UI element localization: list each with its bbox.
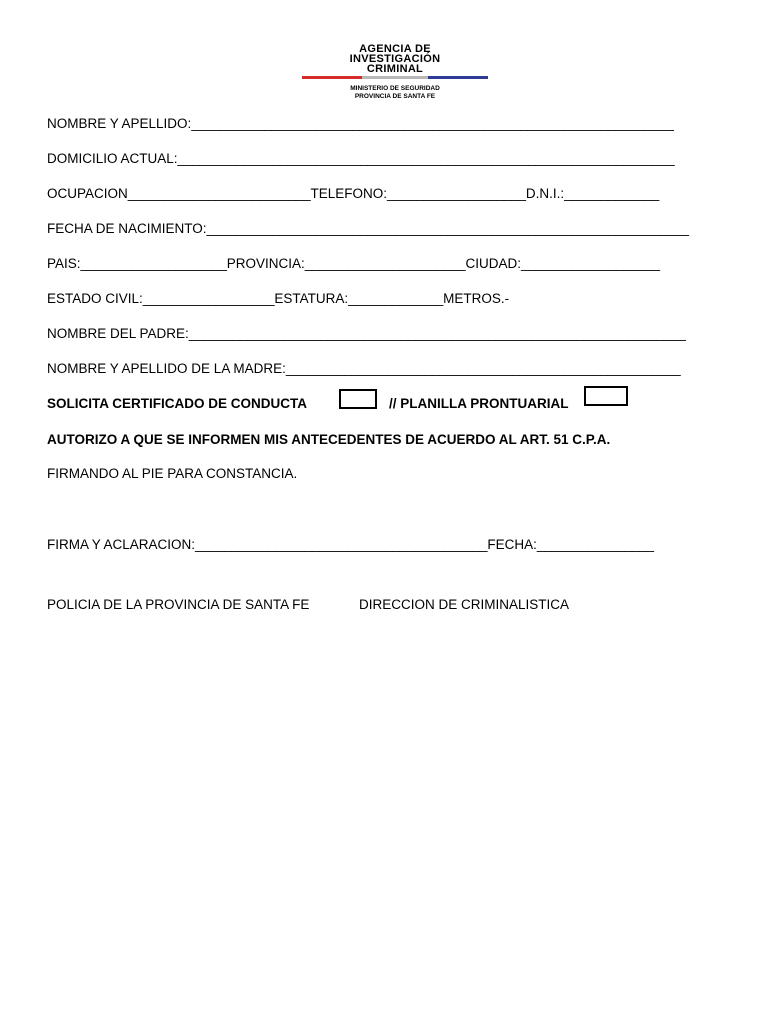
agency-line-1: AGENCIA DE (359, 43, 431, 55)
padre-row (47, 326, 686, 342)
planilla-label: // PLANILLA PRONTUARIAL (389, 396, 569, 411)
flag-stripes (302, 76, 488, 79)
nombre-label: NOMBRE Y APELLIDO: (47, 116, 192, 131)
estado-civil-label: ESTADO CIVIL: (47, 291, 143, 306)
ocupacion-label: OCUPACION (47, 186, 128, 201)
fecha-nac-field[interactable]: __________________________________________________________________ (206, 221, 689, 236)
pais-label: PAIS: (47, 256, 81, 271)
dni-field[interactable]: _____________ (564, 186, 660, 201)
provincia-label: PROVINCIA: (226, 256, 305, 271)
telefono-label: TELEFONO: (310, 186, 387, 201)
firma-row (47, 537, 654, 553)
firma-label: FIRMA Y ACLARACION: (47, 537, 196, 552)
ocupacion-field[interactable]: _________________________ (127, 186, 311, 201)
gray-stripe (362, 76, 428, 79)
pais-field[interactable]: ____________________ (80, 256, 227, 271)
metros-label: METROS.- (443, 291, 510, 306)
telefono-field[interactable]: ___________________ (386, 186, 526, 201)
nombre-field[interactable]: __________________________________________________________________ (191, 116, 674, 131)
agency-line-2: INVESTIGACIÓN (349, 53, 441, 65)
pais-row (47, 256, 660, 272)
firmando-text: FIRMANDO AL PIE PARA CONSTANCIA. (47, 466, 298, 481)
ocupacion-row (47, 186, 659, 202)
estado-civil-row (47, 291, 509, 307)
madre-field[interactable]: ______________________________________________________ (285, 361, 681, 376)
ministry-line-1: MINISTERIO DE SEGURIDAD (350, 85, 440, 92)
fecha-label: FECHA: (487, 537, 537, 552)
ministry-line-2: PROVINCIA DE SANTA FE (354, 93, 436, 100)
policia-text: POLICIA DE LA PROVINCIA DE SANTA FE (47, 597, 310, 612)
certificado-checkbox[interactable] (339, 389, 377, 409)
madre-label: NOMBRE Y APELLIDO DE LA MADRE: (47, 361, 286, 376)
fecha-field[interactable]: ________________ (536, 537, 654, 552)
nombre-row (47, 116, 674, 132)
padre-label: NOMBRE DEL PADRE: (47, 326, 189, 341)
provincia-field[interactable]: ______________________ (304, 256, 466, 271)
red-stripe (302, 76, 362, 79)
certificado-label: SOLICITA CERTIFICADO DE CONDUCTA (47, 396, 307, 411)
dni-label: D.N.I.: (525, 186, 565, 201)
ministry-name (300, 85, 490, 101)
firma-field[interactable]: ________________________________________ (195, 537, 488, 552)
estatura-label: ESTATURA: (274, 291, 349, 306)
ciudad-field[interactable]: ___________________ (521, 256, 660, 271)
autorizo-text: AUTORIZO A QUE SE INFORMEN MIS ANTECEDENTES DE ACUERDO AL ART. 51 C.P.A. (47, 432, 611, 447)
madre-row (47, 361, 680, 377)
agency-logo (300, 44, 490, 104)
direccion-text: DIRECCION DE CRIMINALISTICA (359, 597, 570, 612)
fecha-nac-label: FECHA DE NACIMIENTO: (47, 221, 207, 236)
estatura-field[interactable]: _____________ (348, 291, 444, 306)
agency-line-3: CRIMINAL (366, 63, 424, 75)
agency-name (300, 44, 490, 74)
estado-civil-field[interactable]: __________________ (142, 291, 275, 306)
blue-stripe (428, 76, 488, 79)
domicilio-field[interactable]: ____________________________________________________________________ (177, 151, 675, 166)
padre-field[interactable]: ____________________________________________________________________ (188, 326, 686, 341)
domicilio-label: DOMICILIO ACTUAL: (47, 151, 178, 166)
domicilio-row (47, 151, 674, 167)
ciudad-label: CIUDAD: (465, 256, 521, 271)
planilla-checkbox[interactable] (584, 386, 628, 406)
fecha-nac-row (47, 221, 689, 237)
